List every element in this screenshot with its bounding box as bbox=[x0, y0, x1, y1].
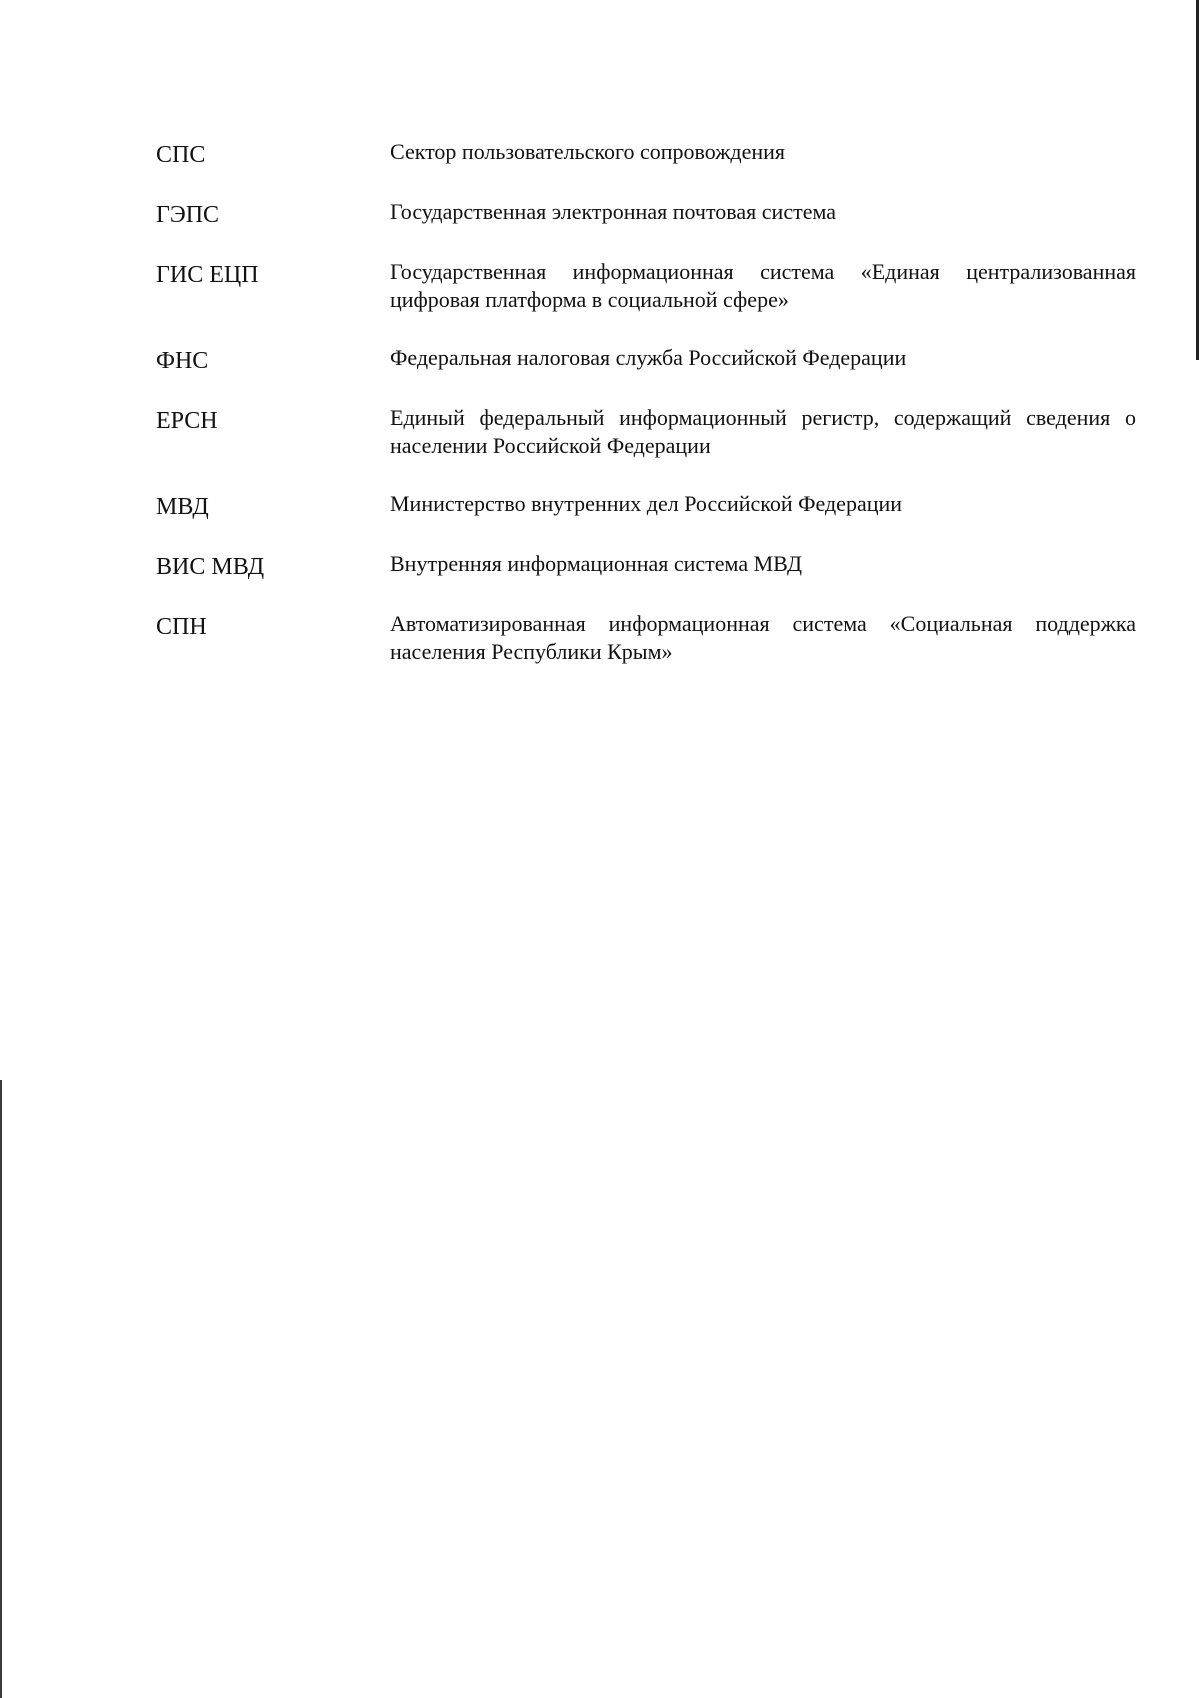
abbreviation-row bbox=[156, 258, 1136, 314]
abbreviation-row bbox=[156, 138, 1136, 170]
scan-edge-line bbox=[0, 1080, 2, 1698]
abbreviation-term: ФНС bbox=[156, 348, 209, 374]
abbreviation-definition: Внутренняя информационная система МВД bbox=[390, 551, 802, 576]
abbreviation-term: ГИС ЕЦП bbox=[156, 262, 259, 288]
abbreviation-definition: Министерство внутренних дел Российской Федерации bbox=[390, 491, 903, 516]
abbreviation-term: СПН bbox=[156, 614, 207, 640]
abbreviation-term: ЕРСН bbox=[156, 408, 218, 434]
abbreviation-list bbox=[156, 138, 1136, 694]
abbreviation-definition: Федеральная налоговая служба Российской Федерации bbox=[390, 345, 907, 370]
abbreviation-definition: Автоматизированная информационная система «Социальная поддержка населения Республики Крым» bbox=[390, 611, 1136, 664]
abbreviation-definition: Государственная информационная система «Единая централизованная цифровая платформа в социальной сфере» bbox=[390, 259, 1136, 312]
abbreviation-definition: Сектор пользовательского сопровождения bbox=[390, 139, 786, 164]
scan-edge-line bbox=[1196, 0, 1199, 360]
abbreviation-term: СПС bbox=[156, 142, 206, 168]
abbreviation-definition: Единый федеральный информационный регистр, содержащий сведения о населении Российской Федерации bbox=[390, 405, 1136, 458]
abbreviation-row bbox=[156, 490, 1136, 522]
abbreviation-term: ВИС МВД bbox=[156, 554, 265, 580]
abbreviation-row bbox=[156, 610, 1136, 666]
abbreviation-term: МВД bbox=[156, 494, 209, 520]
abbreviation-row bbox=[156, 198, 1136, 230]
abbreviation-row bbox=[156, 550, 1136, 582]
abbreviation-definition: Государственная электронная почтовая система bbox=[390, 199, 837, 224]
abbreviation-row bbox=[156, 404, 1136, 460]
abbreviation-term: ГЭПС bbox=[156, 202, 220, 228]
abbreviation-row bbox=[156, 344, 1136, 376]
